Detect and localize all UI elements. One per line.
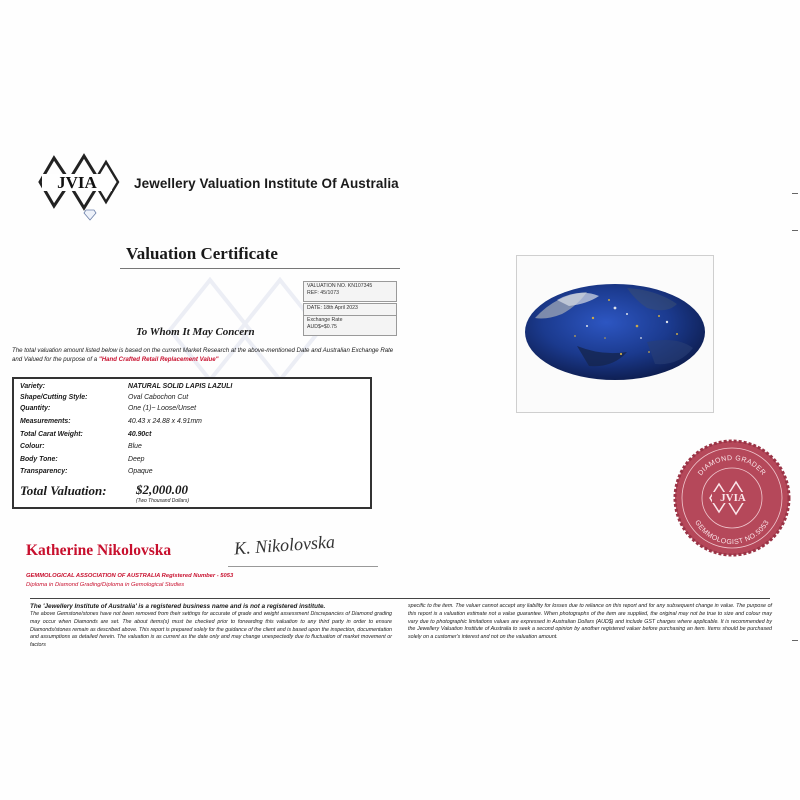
gemstone-details-box bbox=[12, 377, 372, 509]
total-valuation-label: Total Valuation: bbox=[20, 483, 107, 498]
exchange-rate-box bbox=[303, 315, 397, 336]
valuer-registration: GEMMOLOGICAL ASSOCIATION OF AUSTRALIA Registered Number - 5053 bbox=[26, 573, 234, 579]
institute-name: Jewellery Valuation Institute Of Australia bbox=[134, 176, 399, 191]
detail-value: NATURAL SOLID LAPIS LAZULI bbox=[128, 383, 233, 390]
detail-value: One (1)~ Loose/Unset bbox=[128, 405, 196, 412]
jvia-logo bbox=[34, 152, 120, 224]
title-rule bbox=[120, 268, 400, 269]
svg-text:JVIA: JVIA bbox=[57, 173, 97, 192]
detail-value: 40.43 x 24.88 x 4.91mm bbox=[128, 418, 202, 425]
detail-label: Shape/Cutting Style: bbox=[20, 394, 88, 401]
valuation-reference-box bbox=[303, 281, 397, 302]
valuer-name: Katherine Nikolovska bbox=[26, 542, 172, 559]
diamond-grader-seal bbox=[672, 438, 792, 558]
document-title: Valuation Certificate bbox=[126, 244, 278, 263]
scan-tick-mark bbox=[792, 193, 798, 194]
valuer-signature: K. Nikolovska bbox=[233, 531, 336, 559]
intro-paragraph bbox=[12, 346, 402, 364]
seal-bottom-text: GEMMOLOGIST NO.5053 bbox=[693, 519, 771, 547]
valuation-date: DATE: 18th April 2023 bbox=[307, 305, 358, 311]
scan-tick-mark bbox=[792, 230, 798, 231]
valuer-diplomas: Diploma in Diamond Grading/Diploma in Gemological Studies bbox=[26, 582, 185, 588]
signature-line bbox=[228, 566, 378, 567]
disclaimer-heading: The 'Jewellery Institute of Australia' is a registered business name and is not a registered institute. bbox=[30, 603, 326, 610]
detail-label: Quantity: bbox=[20, 405, 51, 412]
gemstone-photo-frame bbox=[516, 255, 714, 413]
intro-text: The total valuation amount listed below is based on the current Market Research at the above-mentioned Date and Australian Exchange Rate and Valued for the purpose of a bbox=[12, 347, 394, 363]
detail-label: Colour: bbox=[20, 443, 45, 450]
detail-label: Transparency: bbox=[20, 468, 68, 475]
exchange-rate-label: Exchange Rate bbox=[307, 317, 343, 323]
detail-value: Deep bbox=[128, 456, 145, 463]
detail-value: Opaque bbox=[128, 468, 153, 475]
intro-highlight: "Hand Crafted Retail Replacement Value" bbox=[98, 356, 219, 363]
salutation: To Whom It May Concern bbox=[136, 326, 255, 338]
detail-value: Blue bbox=[128, 443, 142, 450]
disclaimer-right-column: specific to the item. The valuer cannot accept any liability for losses due to reliance on this report and for any subsequent change in value. The purpose of this report is a valuation estimate not a value guarantee. When photographs of the item are supplied, the original may not be true to size and colour may vary due to photographic limitations values are expressed in Australian Dollars (AUD$) and include GST charges where applicable. It is recommended by the Jewellery Valuation Institute of Australia to seek a second opinion by another registered valuer before purchasing an item. Items should be purchased solely on a customer's interest and not on the valuation amount. bbox=[408, 603, 772, 641]
detail-label: Total Carat Weight: bbox=[20, 431, 83, 438]
total-valuation-amount: $2,000.00 bbox=[136, 482, 188, 497]
detail-value: Oval Cabochon Cut bbox=[128, 394, 189, 401]
disclaimer-left-column: The above Gemstone/stones have not been removed from their settings for accurate of grade and weight assessment Discrepancies of Diamond grading may occur when Diamonds are set. The about items(s) must be checked prior to forwarding this valuation to any third party in order to ensure Diamonds/stones remain as described above. This report is prepared solely for the guidance of the client and is based upon the inspection, documentation and assumptions as detailed herein. The valuation is as current as the date only and may change unexpectedly due to fluctuation of market movement or factors bbox=[30, 611, 392, 649]
valuation-number: VALUATION NO. KN107345 bbox=[307, 283, 373, 289]
detail-label: Variety: bbox=[20, 383, 46, 390]
detail-label: Body Tone: bbox=[20, 456, 58, 463]
scan-tick-mark bbox=[792, 640, 798, 641]
reference-number: REF: 45/1073 bbox=[307, 290, 340, 296]
seal-top-text: DIAMOND GRADER bbox=[697, 454, 767, 478]
lapis-lazuli-stone-image bbox=[517, 256, 713, 412]
seal-logo-text: JVIA bbox=[720, 492, 746, 504]
detail-label: Measurements: bbox=[20, 418, 71, 425]
total-valuation-words: (Two Thousand Dollars) bbox=[136, 498, 189, 504]
detail-value: 40.90ct bbox=[128, 431, 152, 438]
disclaimer-rule bbox=[30, 598, 770, 599]
exchange-rate-value: AUD$=$0.75 bbox=[307, 324, 337, 330]
